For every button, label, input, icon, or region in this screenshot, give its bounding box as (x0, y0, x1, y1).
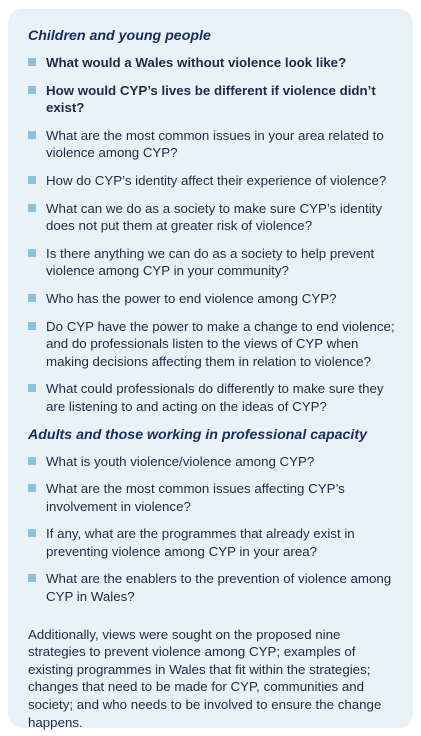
list-item (28, 200, 403, 235)
square-bullet-icon (28, 457, 36, 465)
question-text: Who has the power to end violence among CYP? (46, 290, 337, 306)
list-item (28, 172, 403, 190)
list-item (28, 245, 403, 280)
list-item (28, 453, 403, 471)
question-text: What are the most common issues affecting CYP’s involvement in violence? (46, 481, 345, 514)
adult-question-list (28, 453, 403, 606)
question-text: What are the most common issues in your area related to violence among CYP? (46, 127, 384, 161)
list-item (28, 127, 403, 162)
question-text: What is youth violence/violence among CYP? (46, 453, 315, 469)
list-item (28, 380, 403, 415)
list-item (28, 480, 403, 515)
question-text: If any, what are the programmes that already exist in preventing violence among CYP in your area? (46, 526, 355, 559)
list-item (28, 525, 403, 560)
question-text: How would CYP’s lives be different if violence didn’t exist? (46, 82, 376, 116)
section-heading-cyp: Children and young people (28, 28, 211, 44)
square-bullet-icon (28, 484, 36, 492)
list-item (28, 570, 403, 605)
square-bullet-icon (28, 176, 36, 184)
list-item (28, 290, 403, 308)
square-bullet-icon (28, 294, 36, 302)
question-panel (8, 9, 413, 728)
square-bullet-icon (28, 86, 36, 94)
square-bullet-icon (28, 58, 36, 66)
square-bullet-icon (28, 529, 36, 537)
list-item (28, 82, 403, 117)
square-bullet-icon (28, 322, 36, 330)
closing-paragraph: Additionally, views were sought on the proposed nine strategies to prevent violence among CYP; examples of existing programmes in Wales that fit within the strategies; changes that need to be made for CYP, communities and society; and who needs to be involved to ensure the change happens. (28, 626, 382, 730)
question-text: What could professionals do differently to make sure they are listening to and acting on the ideas of CYP? (46, 381, 384, 414)
list-item (28, 318, 403, 371)
square-bullet-icon (28, 249, 36, 257)
section-heading-adults: Adults and those working in professional capacity (28, 426, 367, 443)
question-text: What would a Wales without violence look like? (46, 55, 347, 70)
question-text: Do CYP have the power to make a change to end violence; and do professionals listen to the views of CYP when making decisions affecting them in relation to violence? (46, 318, 395, 369)
square-bullet-icon (28, 131, 36, 139)
cyp-question-list (28, 54, 403, 416)
question-text: Is there anything we can do as a society to help prevent violence among CYP in your community? (46, 245, 375, 279)
square-bullet-icon (28, 204, 36, 212)
question-text: How do CYP’s identity affect their experience of violence? (46, 172, 387, 188)
square-bullet-icon (28, 384, 36, 392)
square-bullet-icon (28, 574, 36, 582)
question-text: What can we do as a society to make sure CYP’s identity does not put them at greater risk of violence? (46, 200, 383, 234)
list-item (28, 54, 403, 72)
question-text: What are the enablers to the prevention of violence among CYP in Wales? (46, 571, 392, 605)
